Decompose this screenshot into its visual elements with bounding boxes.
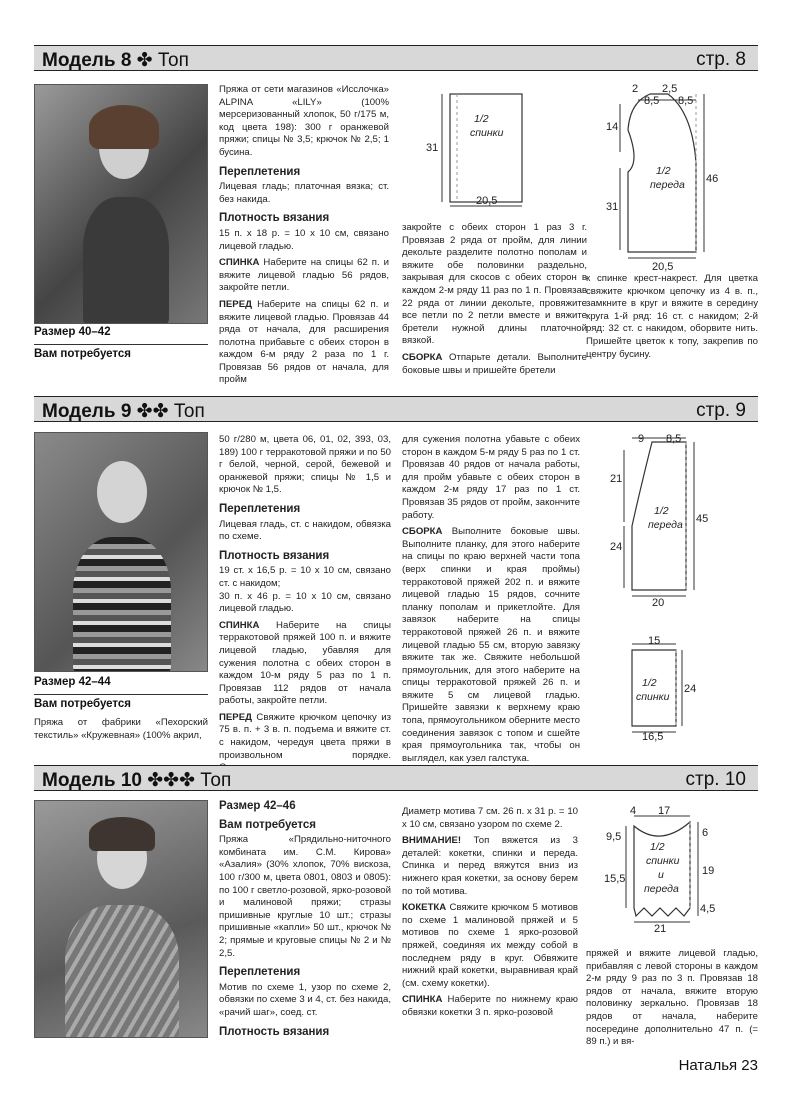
svg-text:2,5: 2,5 bbox=[662, 83, 678, 95]
model-8-cont: закройте с обеих сторон 1 раз 3 г. Провязав 2 ряда от пройм, для линии декольте разделите полотно пополам и вяжите обе половинки раздельно, закрывая для скосов с обеих сторон в каждом 2-м ряду 11 раз по 1 п. Провязав 22 ряда от линии декольте, провяжите все петли по 2 петли вместе и вяжите бретели нужной длины платочной вязкой. bbox=[402, 222, 587, 347]
svg-text:переда: переда bbox=[648, 519, 683, 531]
svg-text:17: 17 bbox=[658, 805, 671, 817]
svg-text:переда: переда bbox=[650, 179, 685, 191]
model-10-col2 bbox=[402, 806, 578, 1024]
model-10-size: Размер 42–46 bbox=[219, 800, 296, 812]
model-9-photo bbox=[34, 432, 208, 672]
model-9-assembly: СБОРКА Выполните боковые швы. Выполните планку, для этого наберите на спицы по краю верхней части топа (верх спинки и края проймы) терракотовой пряжей 202 п. и вяжите лицевой гладью 15 рядов, сочните планку пополам и прикетлойте. Для завязок наберите на спицы терракотовой пряжей 26 п. и вяжите лицевой гладью 55 см, вторую завязку вяжите так же. Свяжите небольшой прямоугольник, для этого наберите на спицы терракотовой пряжей 26 п. и вяжите 5 см лицевой гладью. Пришейте завязки к верхнему краю топа, прямоугольником оберните место соединения завязок с топом и сшейте края прямоугольника так, чтобы он выглядел, как узел галстука. bbox=[402, 526, 580, 764]
model-10-header bbox=[34, 765, 758, 791]
model-8-yarn: Пряжа от сети магазинов «Исслочка» ALPINA «LILY» (100% мерсеризованный хлопок, 50 г/175 м, код цвета 198): 300 г оранжевой пряжи; спицы № 3,5; крючок № 2,5; 1 бусина. bbox=[219, 84, 389, 158]
model-10-density-heading: Плотность вязания bbox=[219, 1025, 330, 1038]
svg-text:1/2: 1/2 bbox=[656, 165, 671, 177]
page-footer: Наталья 23 bbox=[678, 1057, 758, 1074]
svg-text:1/2: 1/2 bbox=[474, 113, 489, 125]
model-8-col3 bbox=[586, 273, 758, 365]
model-8-page: стр. 8 bbox=[696, 49, 746, 70]
model-8-header bbox=[34, 45, 758, 71]
svg-text:21: 21 bbox=[654, 923, 667, 935]
model-10-page: стр. 10 bbox=[685, 769, 746, 790]
model-8-title: Модель 8 ✤ Топ bbox=[42, 50, 189, 71]
model-8-weave: Лицевая гладь; платочная вязка; ст. без накида. bbox=[219, 181, 389, 205]
model-9-density-heading: Плотность вязания bbox=[219, 549, 330, 562]
model-9-size: Размер 42–44 bbox=[34, 676, 111, 688]
model-10-attention: ВНИМАНИЕ! Топ вяжется из 3 деталей: кокетки, спинки и переда. Спинка и перед вяжутся вниз из нижнего края кокетки, за основу берем по той мотива. bbox=[402, 835, 578, 897]
svg-text:1/2: 1/2 bbox=[654, 505, 669, 517]
model-9-front-schematic bbox=[606, 430, 746, 610]
svg-text:31: 31 bbox=[426, 142, 439, 154]
model-8-col2 bbox=[402, 222, 587, 381]
model-9-density-1: 19 ст. х 16,5 р. = 10 х 10 см, связано ст. с накидом; bbox=[219, 565, 391, 589]
svg-text:8,5: 8,5 bbox=[666, 433, 682, 445]
model-8-weave-heading: Переплетения bbox=[219, 165, 301, 178]
model-9-back: СПИНКА Наберите на спицы терракотовой пряжей 100 п. и вяжите лицевой гладью, убавляя для сужения полотна с обеих сторон в каждом 10-м ряду 5 раз по 1 п. Провязав 112 рядов от начала работы, закройте петли. bbox=[219, 619, 391, 707]
svg-text:31: 31 bbox=[606, 201, 619, 213]
model-8-front-schematic bbox=[600, 82, 740, 272]
svg-text:1/2: 1/2 bbox=[650, 841, 665, 853]
svg-text:45: 45 bbox=[696, 513, 709, 525]
svg-text:8,5: 8,5 bbox=[678, 95, 694, 107]
model-8-back-schematic bbox=[426, 86, 540, 216]
model-8-assembly: СБОРКА Отпарьте детали. Выполните боковые швы и пришейте бретели bbox=[402, 351, 587, 376]
svg-text:и: и bbox=[658, 869, 664, 881]
model-9-yarn-start: Пряжа от фабрики «Пехорский текстиль» «Кружевная» (100% акрил, bbox=[34, 717, 208, 741]
model-9-page: стр. 9 bbox=[696, 400, 746, 421]
model-9-yarn: 50 г/280 м, цвета 06, 01, 02, 393, 03, 189) 100 г терракотовой пряжи и по 50 г белой, черной, серой, бежевой и оранжевой пряжи; спицы № 1,5 и крючок № 1,5. bbox=[219, 434, 391, 496]
model-8-col1 bbox=[219, 84, 389, 391]
model-10-schematic bbox=[600, 804, 760, 934]
model-10-weave: Мотив по схеме 1, узор по схеме 2, обвязки по схеме 3 и 4, ст. без накида, «рачий шаг», соед. ст. bbox=[219, 981, 391, 1018]
model-8-back: СПИНКА Наберите на спицы 62 п. и вяжите лицевой гладью 56 рядов, закройте петли. bbox=[219, 257, 389, 294]
svg-text:15,5: 15,5 bbox=[604, 873, 626, 885]
svg-text:9,5: 9,5 bbox=[606, 831, 622, 843]
model-9-density-2: 30 п. х 46 р. = 10 х 10 см, связано лицевой гладью. bbox=[219, 590, 391, 615]
svg-text:15: 15 bbox=[648, 635, 661, 647]
svg-text:спинки: спинки bbox=[636, 691, 670, 703]
model-10-photo bbox=[34, 800, 208, 1038]
model-10-col3 bbox=[586, 948, 758, 1053]
svg-text:2: 2 bbox=[632, 83, 639, 95]
svg-text:9: 9 bbox=[638, 433, 645, 445]
model-10-back: СПИНКА Наберите по нижнему краю обвязки кокетки 3 п. ярко-розовой bbox=[402, 994, 578, 1018]
model-9-cont: для сужения полотна убавьте с обеих сторон в каждом 5-м ряду 5 раз по 1 ст. Провязав 40 рядов от начала работы, для пройм убавьте с обеих сторон в каждом 2-м ряду 17 раз по 1 ст. Провязав 35 рядов от пройм, закончите работу. bbox=[402, 434, 580, 521]
model-9-title: Модель 9 ✤✤ Топ bbox=[42, 401, 205, 422]
svg-text:20,5: 20,5 bbox=[476, 195, 498, 207]
svg-text:19: 19 bbox=[702, 865, 715, 877]
svg-text:24: 24 bbox=[610, 541, 623, 553]
model-10-yoke: КОКЕТКА Свяжите крючком 5 мотивов по схеме 1 малиновой пряжей и 5 мотивов по схеме 1 ярко-розовой пряжей, соединяя их между собой в последнем ряду в круг. Обвяжите нижний край кокетки, выравнивая край (см. схему кокетки). bbox=[402, 902, 578, 989]
svg-text:20: 20 bbox=[652, 597, 665, 609]
model-9-front: ПЕРЕД Свяжите крючком цепочку из 75 в. п. + 3 в. п. подъема и вяжите ст. с накидом, чередуя цвета пряжи в произвольном порядке. bbox=[219, 711, 391, 761]
svg-text:8,5: 8,5 bbox=[644, 95, 660, 107]
model-10-yarn: Пряжа «Прядильно-ниточного комбината им. С.М. Кирова» «Азалия» (30% хлопок, 70% вискоза, 100 г/300 м, цвета 0801, 0803 и 0805): по 100 г светло-розовой, ярко-розовой и малиновой пряжи; стразы пришивные круглые 10 шт.; стразы пришивные «капли» 50 шт., крючок № 2; прямые и круговые спицы № 2 и № 2,5. bbox=[219, 834, 391, 959]
model-9-weave: Лицевая гладь, ст. с накидом, обвязка по схеме. bbox=[219, 518, 391, 543]
model-9-weave-heading: Переплетения bbox=[219, 502, 301, 515]
svg-text:переда: переда bbox=[644, 883, 679, 895]
model-9-back-schematic bbox=[612, 634, 732, 746]
model-9-col2 bbox=[402, 434, 580, 769]
svg-text:46: 46 bbox=[706, 173, 719, 185]
model-10-title: Модель 10 ✤✤✤ Топ bbox=[42, 770, 232, 791]
model-10-col1 bbox=[219, 800, 391, 1041]
svg-text:4: 4 bbox=[630, 805, 637, 817]
model-9-header bbox=[34, 396, 758, 422]
svg-text:6: 6 bbox=[702, 827, 709, 839]
model-10-weave-heading: Переплетения bbox=[219, 966, 301, 979]
model-9-materials-heading: Вам потребуется bbox=[34, 698, 132, 710]
svg-text:16,5: 16,5 bbox=[642, 731, 664, 743]
svg-text:1/2: 1/2 bbox=[642, 677, 657, 689]
model-8-photo bbox=[34, 84, 208, 324]
model-8-size: Размер 40–42 bbox=[34, 326, 111, 338]
svg-text:21: 21 bbox=[610, 473, 623, 485]
model-9-col1 bbox=[219, 434, 391, 779]
model-10-density: Диаметр мотива 7 см. 26 п. х 31 р. = 10 х 10 см, связано узором по схеме 2. bbox=[402, 806, 578, 830]
model-10-cont: пряжей и вяжите лицевой гладью, прибавляя с левой стороны в каждом 2-м ряду 9 раз по 3 п. Провязав 18 рядов от начала, вяжите вторую половинку зеркально. Провязав 18 рядов от начала, наберите посередине дополнительно 47 п. (= 89 п.) и вя- bbox=[586, 948, 758, 1048]
model-8-materials-heading: Вам потребуется bbox=[34, 348, 132, 360]
model-8-flower: к спинке крест-накрест. Для цветка свяжите крючком цепочку из 4 в. п., замкните в круг и вяжите в середину круга 1-й ряд: 16 ст. с накидом; 2-й ряд: 32 ст. с накидом, оборвите нить. Пришейте цветок к топу, закрепив по центру бусину. bbox=[586, 273, 758, 360]
model-10-materials-heading: Вам потребуется bbox=[219, 818, 317, 831]
model-8-front: ПЕРЕД Наберите на спицы 62 п. и вяжите лицевой гладью. Провязав 44 ряда от начала, для расширения полотна прибавьте с обеих сторон в каждом 6-м ряду 2 раза по 1 г. Провязав 56 рядов от начала, для пройм bbox=[219, 298, 389, 386]
model-8-density-heading: Плотность вязания bbox=[219, 212, 330, 225]
svg-text:24: 24 bbox=[684, 683, 697, 695]
svg-text:спинки: спинки bbox=[646, 855, 680, 867]
svg-text:14: 14 bbox=[606, 121, 619, 133]
model-8-density: 15 п. х 18 р. = 10 х 10 см, связано лицевой гладью. bbox=[219, 227, 389, 252]
svg-text:спинки: спинки bbox=[470, 127, 504, 139]
svg-text:4,5: 4,5 bbox=[700, 903, 716, 915]
svg-text:20,5: 20,5 bbox=[652, 261, 674, 273]
